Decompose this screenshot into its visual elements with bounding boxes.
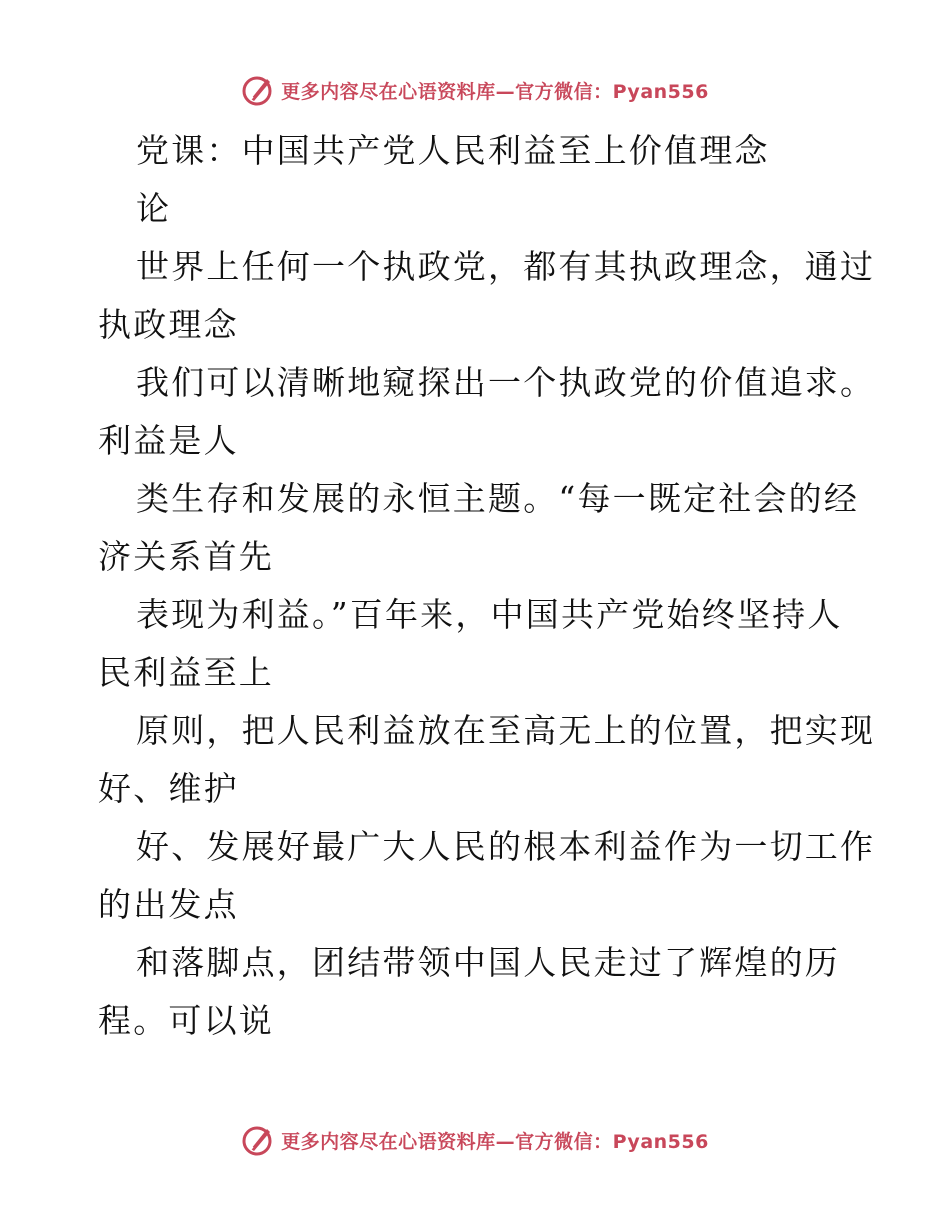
text-line: 表现为利益。”百年来，中国共产党始终坚持人: [136, 595, 843, 634]
text-line: 好、维护: [98, 769, 239, 808]
quill-logo-icon: [241, 1123, 275, 1157]
header-watermark: [0, 70, 950, 110]
quill-logo-icon: [241, 73, 275, 107]
text-line: 程。可以说: [98, 1001, 274, 1040]
text-line: 论: [136, 189, 172, 228]
footer-watermark-text: 更多内容尽在心语资料库—官方微信：Pyan556: [281, 1130, 709, 1153]
text-line: 济关系首先: [98, 537, 274, 576]
text-line: 利益是人: [98, 421, 239, 460]
footer-watermark: [0, 1120, 950, 1160]
text-line: 和落脚点，团结带领中国人民走过了辉煌的历: [136, 943, 840, 982]
text-line: 我们可以清晰地窥探出一个执政党的价值追求。: [136, 363, 876, 402]
text-line: 的出发点: [98, 885, 239, 924]
document-body: [98, 122, 876, 1050]
header-watermark-text: 更多内容尽在心语资料库—官方微信：Pyan556: [281, 80, 709, 103]
text-line: 党课：中国共产党人民利益至上价值理念: [136, 131, 770, 170]
text-line: 原则，把人民利益放在至高无上的位置，把实现: [136, 711, 876, 750]
text-line: 执政理念: [98, 305, 239, 344]
text-line: 民利益至上: [98, 653, 274, 692]
text-line: 类生存和发展的永恒主题。“每一既定社会的经: [136, 479, 860, 518]
text-line: 世界上任何一个执政党，都有其执政理念，通过: [136, 247, 876, 286]
text-line: 好、发展好最广大人民的根本利益作为一切工作: [136, 827, 876, 866]
